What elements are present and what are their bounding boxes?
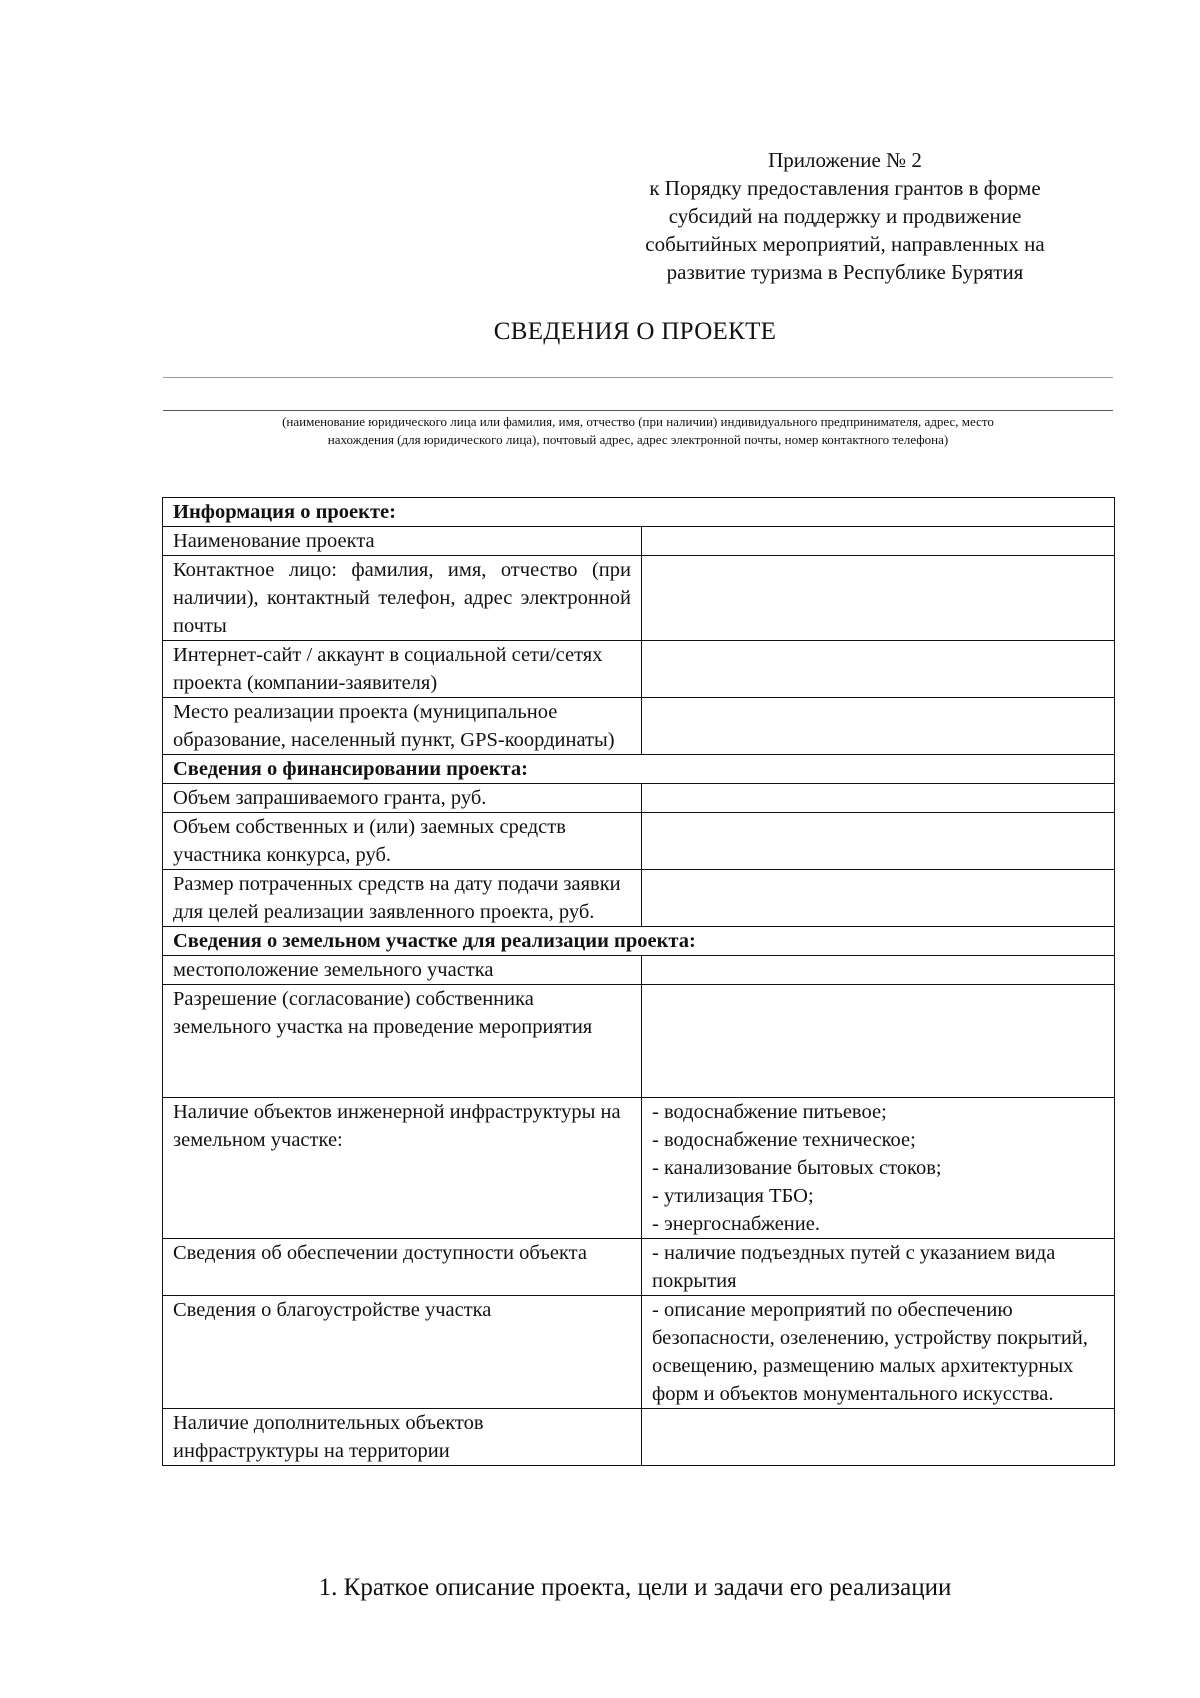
appendix-block bbox=[610, 146, 1080, 286]
infrastructure-item: - канализование бытовых стоков; bbox=[652, 1157, 942, 1179]
row-label: местоположение земельного участка bbox=[163, 956, 642, 985]
row-value-list bbox=[642, 1098, 1115, 1239]
table-row bbox=[163, 556, 1115, 641]
table-row bbox=[163, 784, 1115, 813]
infrastructure-item: - водоснабжение техническое; bbox=[652, 1129, 916, 1151]
row-label: Объем собственных и (или) заемных средств участника конкурса, руб. bbox=[163, 813, 642, 870]
table-row bbox=[163, 956, 1115, 985]
table-row bbox=[163, 1239, 1115, 1296]
row-label: Наличие дополнительных объектов инфраструктуры на территории bbox=[163, 1409, 642, 1466]
row-label: Место реализации проекта (муниципальное образование, населенный пункт, GPS-координаты) bbox=[163, 698, 642, 755]
table-row bbox=[163, 698, 1115, 755]
appendix-line: Приложение № 2 bbox=[768, 148, 922, 172]
table-row bbox=[163, 527, 1115, 556]
applicant-caption-line: нахождения (для юридического лица), почтовый адрес, адрес электронной почты, номер контактного телефона) bbox=[327, 432, 949, 447]
table-section-heading-row bbox=[163, 755, 1115, 784]
table-row bbox=[163, 870, 1115, 927]
infrastructure-item: - утилизация ТБО; bbox=[652, 1185, 814, 1207]
section-heading-cell: Информация о проекте: bbox=[163, 498, 1115, 527]
infrastructure-item: - энергоснабжение. bbox=[652, 1213, 820, 1235]
row-label: Разрешение (согласование) собственника земельного участка на проведение мероприятия bbox=[163, 985, 642, 1098]
row-value-input[interactable] bbox=[642, 784, 1115, 813]
row-label: Объем запрашиваемого гранта, руб. bbox=[163, 784, 642, 813]
row-value-input[interactable] bbox=[642, 1409, 1115, 1466]
section-heading-cell: Сведения о финансировании проекта: bbox=[163, 755, 1115, 784]
row-value-input[interactable] bbox=[642, 870, 1115, 927]
table-row bbox=[163, 1409, 1115, 1466]
appendix-line: субсидий на поддержку и продвижение bbox=[668, 204, 1022, 228]
appendix-line: к Порядку предоставления грантов в форме bbox=[649, 176, 1041, 200]
row-label: Размер потраченных средств на дату подачи заявки для целей реализации заявленного проекта, руб. bbox=[163, 870, 642, 927]
applicant-caption-line: (наименование юридического лица или фамилия, имя, отчество (при наличии) индивидуального предпринимателя, адрес, место bbox=[282, 414, 994, 429]
applicant-fill-line bbox=[163, 377, 1113, 378]
project-info-table bbox=[162, 497, 1115, 1466]
table-section-heading-row bbox=[163, 927, 1115, 956]
row-value-input[interactable] bbox=[642, 641, 1115, 698]
row-value-text: - описание мероприятий по обеспечению безопасности, озеленению, устройству покрытий, освещению, размещению малых архитектурных форм и объектов монументального искусства. bbox=[642, 1296, 1115, 1409]
row-value-input[interactable] bbox=[642, 527, 1115, 556]
row-value-input[interactable] bbox=[642, 813, 1115, 870]
row-value-input[interactable] bbox=[642, 985, 1115, 1098]
infrastructure-item: - водоснабжение питьевое; bbox=[652, 1101, 887, 1123]
row-value-input[interactable] bbox=[642, 956, 1115, 985]
table-row bbox=[163, 641, 1115, 698]
table-row bbox=[163, 1098, 1115, 1239]
row-value-text: - наличие подъездных путей с указанием вида покрытия bbox=[642, 1239, 1115, 1296]
document-title: СВЕДЕНИЯ О ПРОЕКТЕ bbox=[493, 318, 777, 345]
table-section-heading-row bbox=[163, 498, 1115, 527]
appendix-line: развитие туризма в Республике Бурятия bbox=[666, 260, 1024, 284]
row-value-input[interactable] bbox=[642, 556, 1115, 641]
table-row bbox=[163, 813, 1115, 870]
applicant-fill-line bbox=[163, 410, 1113, 411]
row-value-input[interactable] bbox=[642, 698, 1115, 755]
table-row bbox=[163, 985, 1115, 1098]
row-label: Интернет-сайт / аккаунт в социальной сети/сетях проекта (компании-заявителя) bbox=[163, 641, 642, 698]
row-label: Контактное лицо: фамилия, имя, отчество (при наличии), контактный телефон, адрес электронной почты bbox=[163, 556, 642, 641]
row-label: Наличие объектов инженерной инфраструктуры на земельном участке: bbox=[163, 1098, 642, 1239]
appendix-line: событийных мероприятий, направленных на bbox=[645, 232, 1045, 256]
row-label: Сведения об обеспечении доступности объекта bbox=[163, 1239, 642, 1296]
row-label: Наименование проекта bbox=[163, 527, 642, 556]
applicant-caption bbox=[163, 413, 1113, 449]
table-row bbox=[163, 1296, 1115, 1409]
row-label: Сведения о благоустройстве участка bbox=[163, 1296, 642, 1409]
section-heading: 1. Краткое описание проекта, цели и задачи его реализации bbox=[318, 1574, 952, 1601]
section-heading-cell: Сведения о земельном участке для реализации проекта: bbox=[163, 927, 1115, 956]
